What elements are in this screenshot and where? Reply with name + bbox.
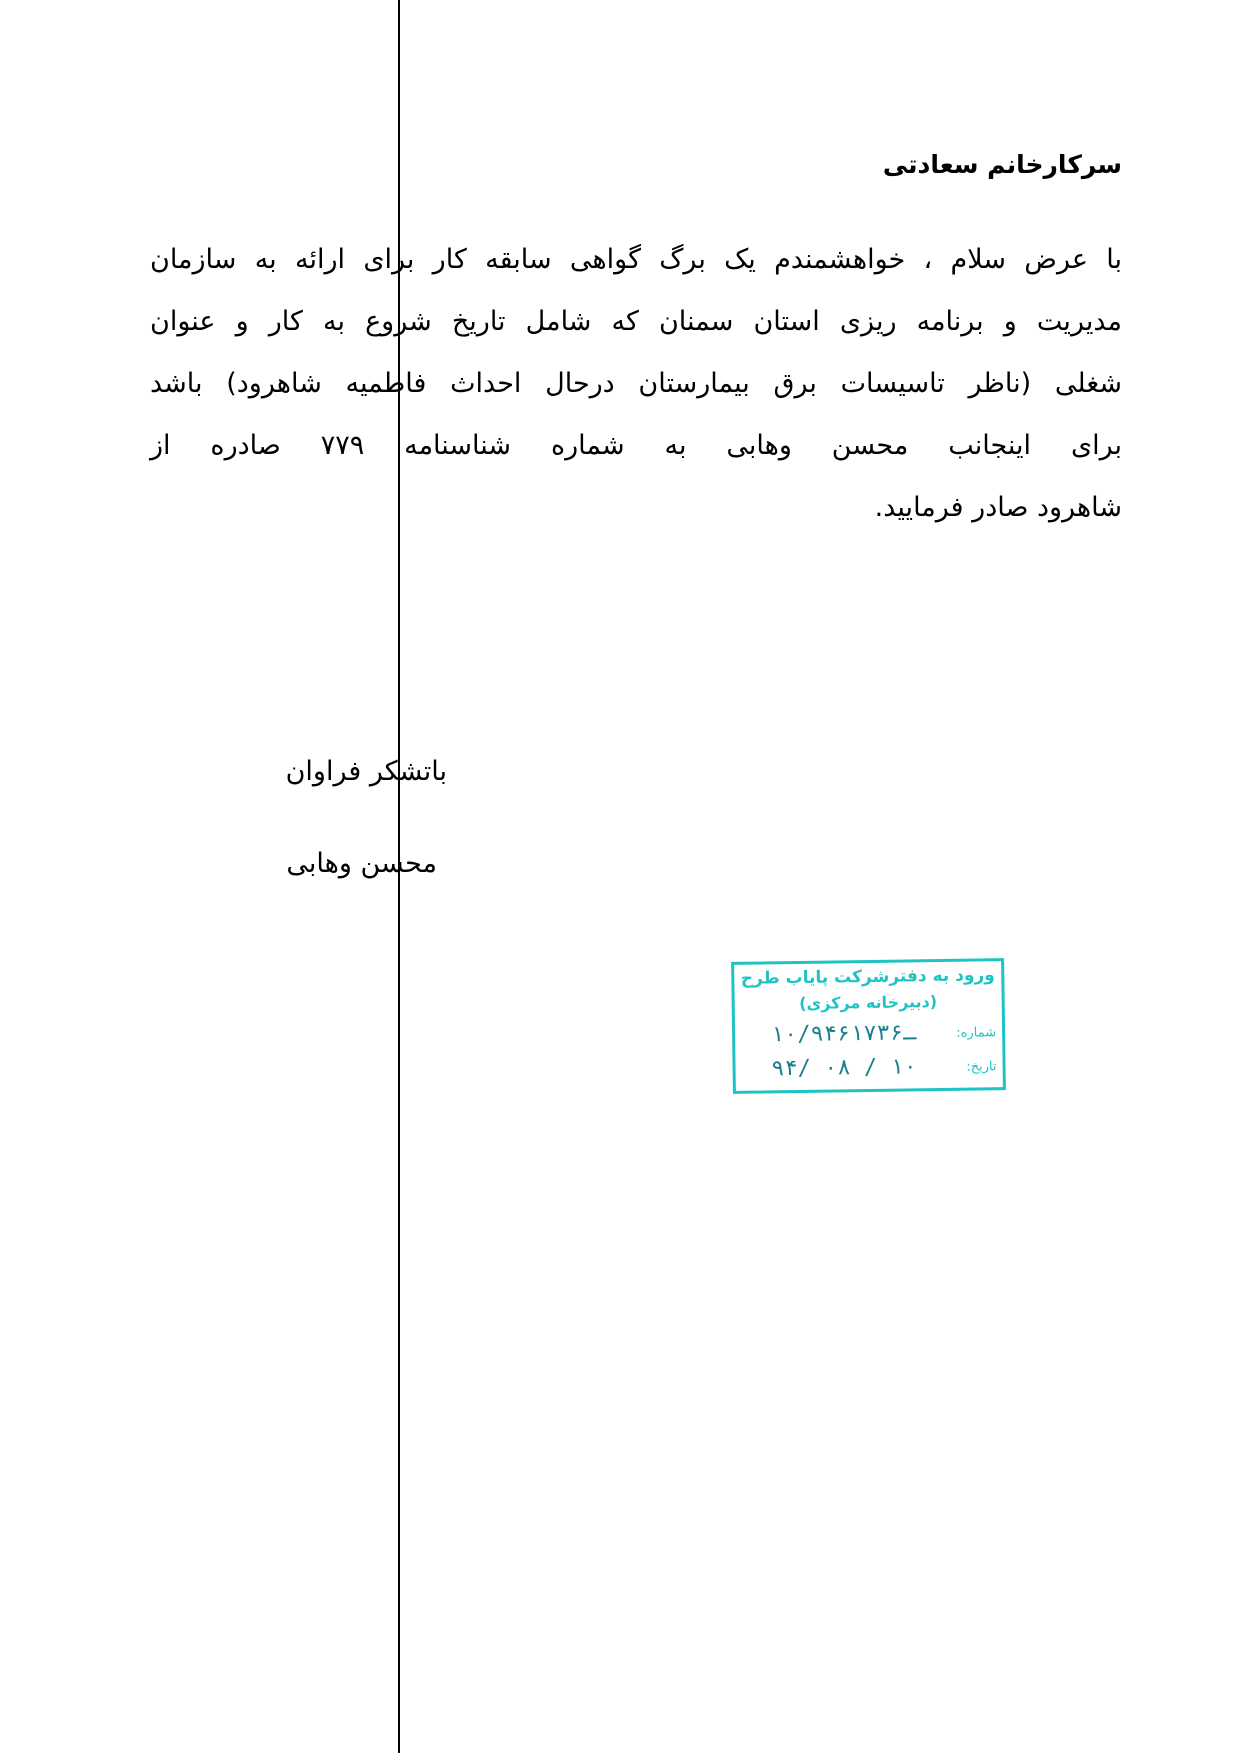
signer-name: محسن وهابی <box>286 848 437 879</box>
stamp-number-row <box>743 1019 996 1053</box>
body-line: شاهرود صادر فرمایید. <box>874 492 1122 523</box>
body-line: با عرض سلام ، خواهشمندم یک برگ گواهی سابقه کار برای ارائه به سازمان <box>150 244 1122 275</box>
stamp-number-value: ۱۰/۹۴ـ۶۱۷۳۶ <box>770 1020 917 1048</box>
registration-stamp <box>731 958 1006 1094</box>
letter-salutation: سرکارخانم سعادتی <box>882 150 1122 179</box>
body-line: برای اینجانب محسن وهابی به شماره شناسنامه ۷۷۹ صادره از <box>150 430 1122 461</box>
stamp-number-label: شماره: <box>956 1025 997 1041</box>
stamp-title: ورود به دفترشرکت پایاب طرح <box>740 965 995 989</box>
stamp-date-value: ۹۴/ ۰۸ / ۱۰ <box>771 1054 918 1082</box>
body-line: مدیریت و برنامه ریزی استان سمنان که شامل تاریخ شروع به کار و عنوان <box>150 306 1122 337</box>
stamp-date-row <box>743 1053 996 1087</box>
body-line: شغلی (ناظر تاسیسات برق بیمارستان درحال احداث فاطمیه شاهرود) باشد <box>150 368 1122 399</box>
letter-body <box>150 240 1122 550</box>
letter-closing: باتشکر فراوان <box>285 756 447 787</box>
stamp-date-label: تاریخ: <box>966 1059 997 1075</box>
stamp-subtitle: (دبیرخانه مرکزی) <box>799 992 938 1013</box>
